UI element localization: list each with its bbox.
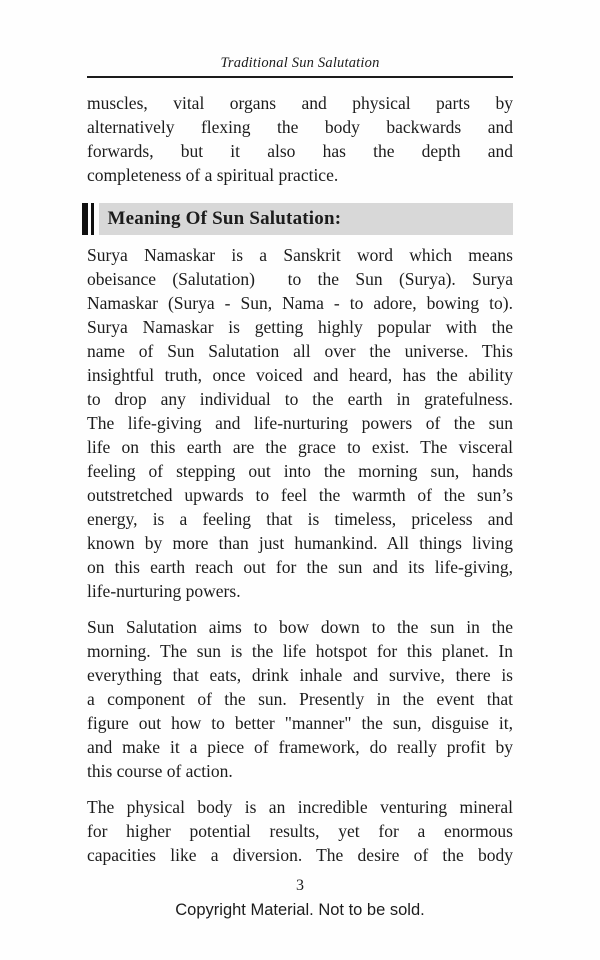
paragraph [87, 243, 513, 603]
text-line: Sun Salutation aims to bow down to the sun in the [87, 617, 513, 637]
paragraph [87, 795, 513, 867]
section-heading [82, 203, 513, 235]
running-header [87, 0, 513, 72]
text-line: Namaskar (Surya - Sun, Nama - to adore, bowing to). [87, 293, 513, 313]
text-line: outstretched upwards to feel the warmth of the sun’s [87, 485, 513, 505]
copyright-notice: Copyright Material. Not to be sold. [175, 901, 425, 919]
text-line: morning. The sun is the life hotspot for this planet. In [87, 641, 513, 661]
text-line: Surya Namaskar is a Sanskrit word which means [87, 245, 513, 265]
running-header-title: Traditional Sun Salutation [220, 55, 380, 71]
text-line: life-nurturing powers. [87, 581, 241, 601]
text-line: forwards, but it also has the depth and [87, 141, 513, 161]
paragraph [87, 91, 513, 187]
text-line: insightful truth, once voiced and heard, has the ability [87, 365, 513, 385]
header-rule [87, 76, 513, 78]
text-line: feeling of stepping out into the morning sun, hands [87, 461, 513, 481]
heading-marker-thin-bar [91, 203, 94, 235]
text-line: energy, is a feeling that is timeless, priceless and [87, 509, 513, 529]
text-line: obeisance (Salutation) to the Sun (Surya). Surya [87, 269, 513, 289]
page-content [87, 0, 513, 921]
text-line: figure out how to better "manner" the sun, disguise it, [87, 713, 513, 733]
text-line: a component of the sun. Presently in the event that [87, 689, 513, 709]
text-line: and make it a piece of framework, do really profit by [87, 737, 513, 757]
text-line: this course of action. [87, 761, 233, 781]
text-line: for higher potential results, yet for a enormous [87, 821, 513, 841]
text-line: name of Sun Salutation all over the universe. This [87, 341, 513, 361]
text-line: The physical body is an incredible venturing mineral [87, 797, 513, 817]
page-footer [87, 876, 513, 921]
text-line: on this earth reach out for the sun and its life-giving, [87, 557, 513, 577]
section-heading-text: Meaning Of Sun Salutation: [99, 203, 514, 235]
page-number: 3 [296, 877, 304, 894]
heading-marker-thick-bar [82, 203, 88, 235]
text-line: known by more than just humankind. All things living [87, 533, 513, 553]
text-line: The life-giving and life-nurturing powers of the sun [87, 413, 513, 433]
text-line: completeness of a spiritual practice. [87, 165, 339, 185]
text-line: alternatively flexing the body backwards and [87, 117, 513, 137]
text-line: muscles, vital organs and physical parts by [87, 93, 513, 113]
text-line: Surya Namaskar is getting highly popular with the [87, 317, 513, 337]
text-line: life on this earth are the grace to exist. The visceral [87, 437, 513, 457]
paragraph [87, 615, 513, 783]
text-line: capacities like a diversion. The desire of the body [87, 845, 513, 865]
text-line: to drop any individual to the earth in gratefulness. [87, 389, 513, 409]
text-line: everything that eats, drink inhale and survive, there is [87, 665, 513, 685]
